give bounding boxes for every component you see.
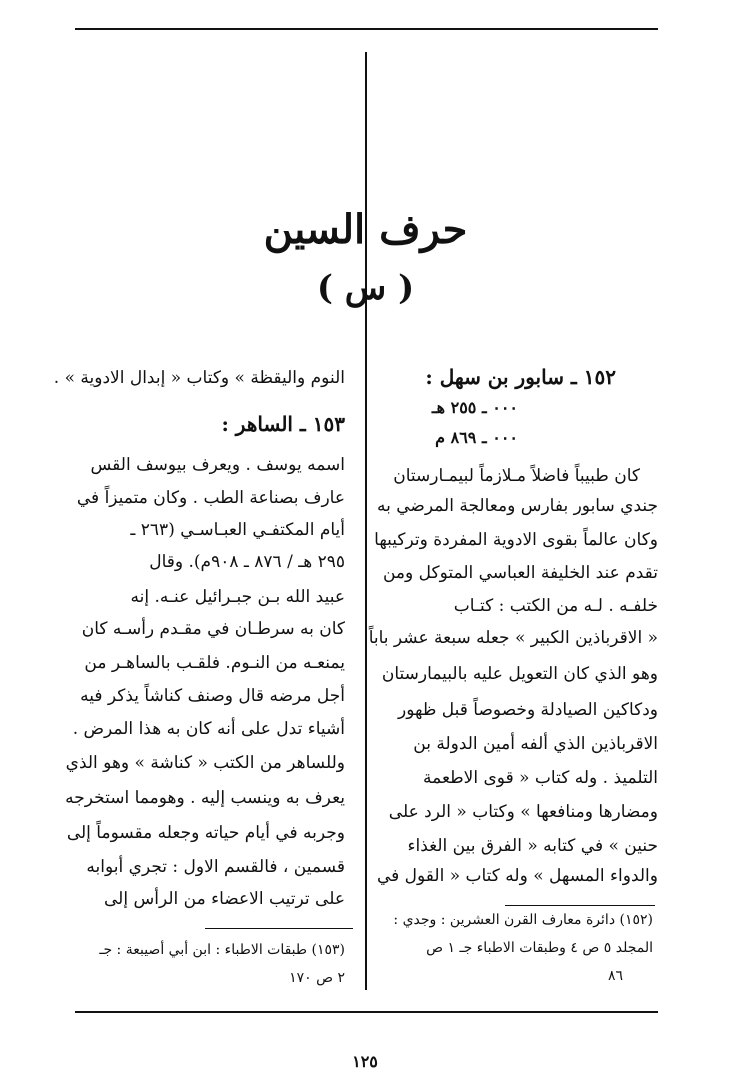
footnote-line: المجلد ٥ ص ٤ وطبقات الاطباء جـ ١ ص [426, 940, 653, 956]
body-line: ومضارها ومنافعها » وكتاب « الرد على [388, 802, 658, 822]
carry-over-line: النوم واليقظة » وكتاب « إبدال الادوية » . [53, 368, 345, 388]
body-line: أجل مرضه قال وصنف كناشاً يذكر فيه [80, 686, 345, 706]
chapter-heading: حرف السين [263, 206, 468, 253]
body-line: تقدم عند الخليفة العباسي المتوكل ومن [382, 563, 658, 583]
footnote-rule-right [505, 905, 655, 906]
entry-title: ١٥٢ ـ سابور بن سهل : [425, 365, 616, 389]
body-line: الاقرباذين الذي ألفه أمين الدولة بن [413, 734, 658, 754]
page-number: ١٢٥ [352, 1052, 378, 1071]
body-line: يعرف به وينسب إليه . وهومما استخرجه [65, 788, 345, 808]
footnote-line: ٢ ص ١٧٠ [289, 970, 345, 986]
body-line: خلفـه . لـه من الكتب : كتـاب [453, 596, 658, 616]
body-line: ودكاكين الصيادلة وخصوصاً قبل ظهور [398, 700, 658, 720]
footnote-rule-left [205, 928, 353, 929]
footnote-line: (١٥٣) طبقات الاطباء : ابن أبي أصيبعة : جـ [99, 942, 345, 958]
body-line: حنين » في كتابه « الفرق بين الغذاء [407, 836, 658, 856]
body-line: التلميذ . وله كتاب « قوى الاطعمة [423, 768, 658, 788]
body-line: يمنعـه من النـوم. فلقـب بالساهـر من [84, 653, 345, 673]
footnote-line: (١٥٢) دائرة معارف القرن العشرين : وجدي : [393, 912, 653, 928]
footnote-line: ٨٦ [607, 968, 623, 984]
body-line: على ترتيب الاعضاء من الرأس إلى [104, 889, 345, 909]
body-line: كان به سرطـان في مقـدم رأسـه كان [81, 619, 345, 639]
entry-title: ١٥٣ ـ الساهر : [221, 412, 345, 436]
body-line: عارف بصناعة الطب . وكان متميزاً في [76, 488, 345, 508]
body-line: اسمه يوسف . ويعرف بيوسف القس [90, 455, 345, 475]
body-line: جندي سابور بفارس ومعالجة المرضي به [376, 496, 658, 516]
body-line: أشياء تدل على أنه كان به هذا المرض . [72, 719, 345, 739]
body-line: ٢٩٥ هـ / ٨٧٦ ـ ٩٠٨م). وقال [149, 552, 345, 572]
body-line: وكان عالماً بقوى الادوية المفردة وتركيبها [374, 530, 658, 550]
body-line: قسمين ، فالقسم الاول : تجري أبوابه [86, 857, 345, 877]
entry-date-gregorian: ٠٠٠ ـ ٨٦٩ م [435, 428, 518, 447]
body-line: وجربه في أيام حياته وجعله مقسوماً إلى [66, 823, 345, 843]
top-rule [75, 28, 658, 30]
bottom-rule [75, 1011, 658, 1013]
body-line: عبيد الله بـن جبـرائيل عنـه. إنه [130, 587, 345, 607]
body-line: وهو الذي كان التعويل عليه بالبيمارستان [381, 664, 658, 684]
chapter-letter: ( س ) [316, 268, 415, 308]
column-divider [365, 52, 367, 990]
body-line: والدواء المسهل » وله كتاب « القول في [376, 866, 658, 886]
body-line: « الاقرباذين الكبير » جعله سبعة عشر باباً [368, 628, 658, 648]
body-line: كان طبيباً فاضلاً مـلازماً لبيمـارستان [393, 466, 640, 486]
entry-date-hijri: ٠٠٠ ـ ٢٥٥ هـ [431, 398, 518, 417]
body-line: وللساهر من الكتب « كناشة » وهو الذي [65, 753, 345, 773]
body-line: أيام المكتفـي العبـاسـي (٢٦٣ ـ [130, 520, 345, 540]
